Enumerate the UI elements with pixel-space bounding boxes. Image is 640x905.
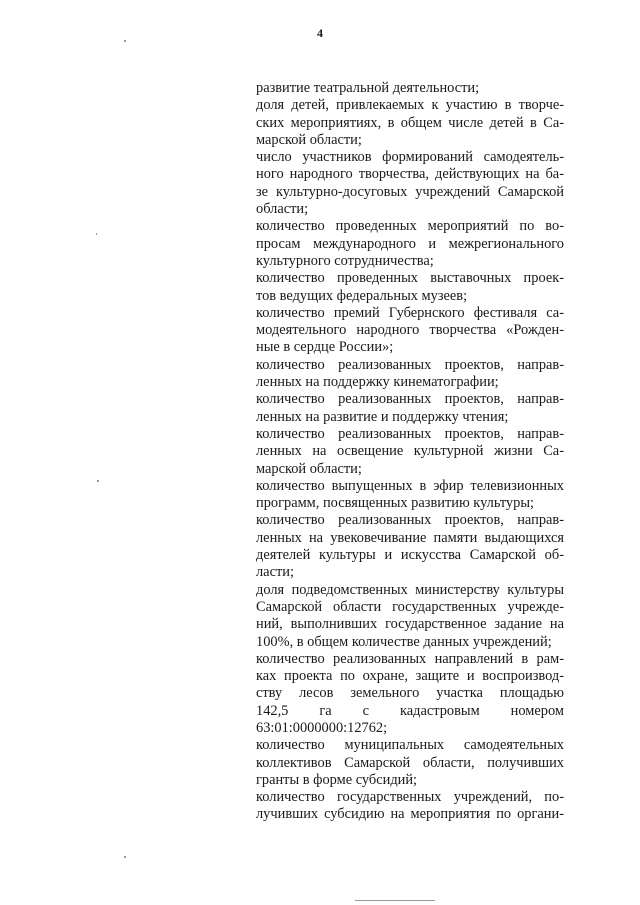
text-line: ству лесов земельного участка площадью	[256, 685, 564, 702]
text-line: тов ведущих федеральных музеев;	[256, 287, 468, 304]
text-line: зе культурно-досуговых учреждений Самарской	[256, 183, 564, 200]
text-line: марской области;	[256, 460, 362, 477]
text-line: ний, выполнивших государственное задание на	[256, 616, 564, 633]
scan-speck	[97, 480, 99, 482]
text-line: количество реализованных направлений в рам-	[256, 650, 564, 667]
text-line: просам международного и межрегионального	[256, 235, 564, 252]
text-line: Самарской области государственных учрежде-	[256, 598, 564, 615]
text-line: ленных на увековечивание памяти выдающихся	[256, 529, 564, 546]
text-line: модеятельного народного творчества «Рожден-	[256, 322, 564, 339]
text-line: развитие театральной деятельности;	[256, 80, 480, 96]
text-line: гранты в форме субсидий;	[256, 771, 418, 788]
text-line: ласти;	[256, 564, 294, 581]
page-number: 4	[317, 26, 323, 40]
text-line: ках проекта по охране, защите и воспроизвод-	[256, 668, 564, 685]
text-line: ленных на освещение культурной жизни Са-	[256, 443, 564, 460]
text-line: 100%, в общем количестве данных учреждений;	[256, 633, 552, 650]
text-line: лучивших субсидию на мероприятия по органи-	[256, 806, 564, 823]
text-line: ного народного творчества, действующих на ба-	[256, 166, 564, 183]
text-line: 63:01:0000000:12762;	[256, 719, 388, 736]
text-line: деятелей культуры и искусства Самарской об-	[256, 547, 564, 564]
text-line: ные в сердце России»;	[256, 339, 394, 356]
text-line: области;	[256, 201, 309, 218]
text-line: количество реализованных проектов, направ-	[256, 512, 564, 529]
text-line: количество выпущенных в эфир телевизионных	[256, 477, 564, 494]
text-line: количество проведенных выставочных проек-	[256, 270, 564, 287]
text-line: культурного сотрудничества;	[256, 252, 434, 269]
text-line: ских мероприятиях, в общем числе детей в Са-	[256, 114, 564, 131]
text-line: 142,5 га с кадастровым номером	[256, 702, 564, 719]
text-line: доля подведомственных министерству культуры	[256, 581, 564, 598]
text-line: количество реализованных проектов, направ-	[256, 425, 564, 442]
text-line: ленных на поддержку кинематографии;	[256, 374, 499, 391]
text-line: марской области;	[256, 131, 362, 148]
text-line: количество проведенных мероприятий по во-	[256, 218, 564, 235]
text-line: количество реализованных проектов, направ-	[256, 391, 564, 408]
text-line: количество премий Губернского фестиваля са-	[256, 304, 564, 321]
text-line: количество муниципальных самодеятельных	[256, 737, 564, 754]
text-line: количество реализованных проектов, направ-	[256, 356, 564, 373]
scan-speck	[124, 40, 126, 42]
text-line: ленных на развитие и поддержку чтения;	[256, 408, 509, 425]
scan-edge-line	[355, 900, 435, 901]
scan-speck	[124, 856, 126, 858]
text-line: количество государственных учреждений, по-	[256, 789, 564, 806]
document-body-text	[256, 80, 564, 824]
text-line: коллективов Самарской области, получивших	[256, 754, 564, 771]
scan-speck	[96, 233, 97, 235]
text-line: программ, посвященных развитию культуры;	[256, 495, 534, 512]
text-line: число участников формирований самодеятель-	[256, 149, 564, 166]
text-line: доля детей, привлекаемых к участию в творче-	[256, 97, 564, 114]
